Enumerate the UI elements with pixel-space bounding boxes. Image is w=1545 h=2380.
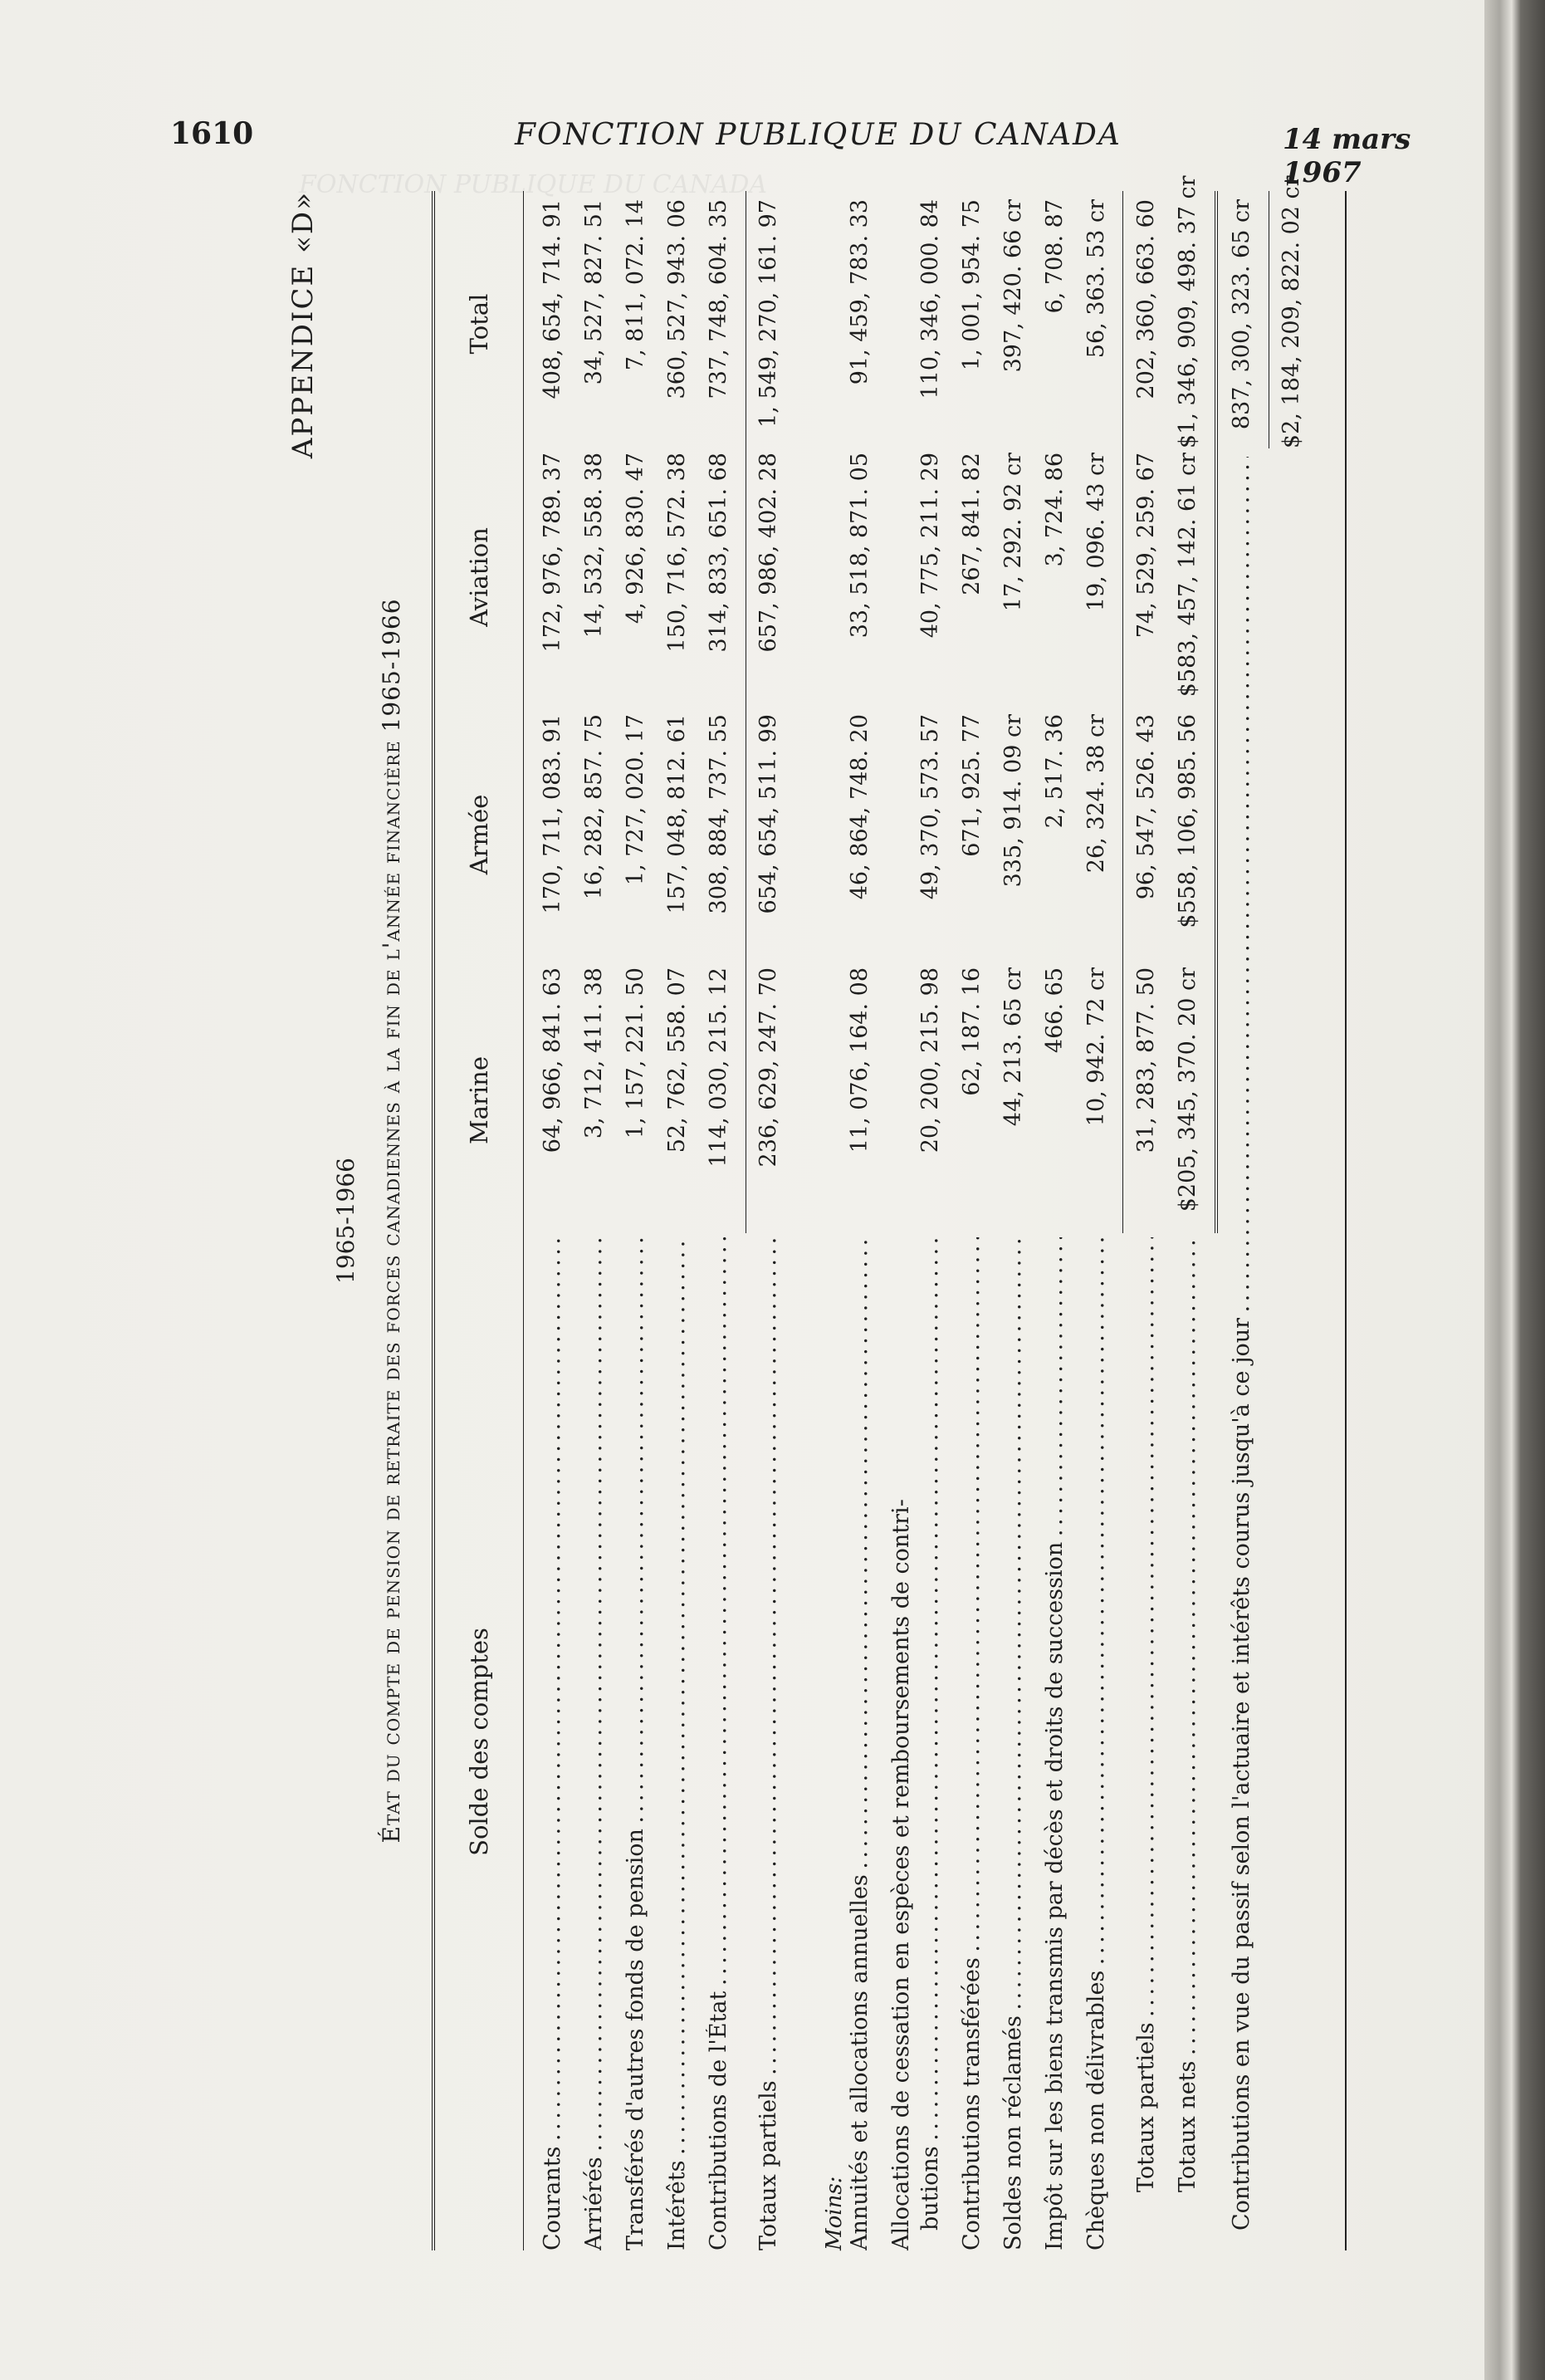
appendix-label: APPENDICE «D» [286,191,320,459]
column-header-armee: Armée [465,794,493,875]
row-label: Impôt sur les biens transmis par décès et droits de succession . . . [1042,1237,1068,2250]
cell-armee: 26, 324. 38 cr [1083,714,1109,874]
row-label: Contributions en vue du passif selon l'actuaire et intérêts courus jusqu'à ce jour . . . [1229,457,1254,2231]
cell-marine: 3, 712, 411. 38 [581,967,607,1139]
cell-armee: 671, 925. 77 [959,714,985,857]
table-row [664,191,697,2250]
cell-total: 1, 001, 954. 75 [959,199,985,371]
row-label: Annuités et allocations annuelles . . . [847,1237,873,2250]
table-row [706,191,739,2250]
column-header-aviation: Aviation [465,527,493,627]
grand-total-row [1279,175,1312,2250]
cell-aviation: 657, 986, 402. 28 [755,453,781,653]
cell-total: 91, 459, 783. 33 [847,199,873,385]
row-label: Totaux partiels . . . [755,1237,781,2250]
table-bottom-rule [1345,191,1347,2250]
table-row [888,191,922,2250]
cell-total: 408, 654, 714. 91 [540,199,565,399]
running-header [0,108,1484,189]
table-row [540,191,573,2250]
subtotal-row [755,191,789,2250]
net-totals-double-rule [1215,191,1218,1233]
cell-marine: 236, 629, 247. 70 [755,967,781,1168]
net-totals-row [1175,175,1208,2250]
cell-marine: 31, 283, 877. 50 [1133,967,1159,1153]
column-header-total: Total [465,293,493,355]
year-heading: 1965-1966 [332,1158,359,1284]
cell-armee: 157, 048, 812. 61 [664,714,690,914]
row-label: Courants . . . [540,1237,565,2250]
column-header-label: Solde des comptes [465,1628,493,1856]
cell-total: 110, 346, 000. 84 [917,199,943,399]
table-row-continued [917,191,951,2250]
cell-total: 202, 360, 663. 60 [1133,199,1159,399]
row-label: Contributions de l'État . . . [706,1237,731,2250]
cell-marine: 11, 076, 164. 08 [847,967,873,1153]
row-label: Allocations de cessation en espèces et remboursements de contri- [888,1499,914,2250]
page-number: 1610 [170,116,254,151]
table-top-rule [432,191,435,2250]
row-label: Totaux nets . . . [1175,1237,1200,2192]
cell-aviation: 40, 775, 211. 29 [917,453,943,639]
cell-armee: 49, 370, 573. 57 [917,714,943,900]
cell-marine: 1, 157, 221. 50 [623,967,648,1139]
cell-marine: 52, 762, 558. 07 [664,967,690,1153]
row-label: Soldes non réclamés . . . [1000,1237,1026,2250]
cell-aviation: 33, 518, 871. 05 [847,453,873,639]
table-row [959,191,992,2250]
cell-armee: 335, 914. 09 cr [1000,714,1026,888]
cell-marine: 20, 200, 215. 98 [917,967,943,1153]
cell-aviation: 19, 096. 43 cr [1083,453,1109,612]
cell-total: 56, 363. 53 cr [1083,199,1109,359]
cell-marine: 466. 65 [1042,967,1068,1054]
statement-title: État du compte de pension de retraite des forces canadiennes à la fin de l'année financière 1965-1966 [378,598,405,1844]
less-subtotal-row [1133,191,1166,2250]
cell-armee: 1, 727, 020. 17 [623,714,648,886]
cell-total: 7, 811, 072. 14 [623,199,648,371]
cell-aviation: 17, 292. 92 cr [1000,453,1026,612]
less-subtotal-rule [1122,191,1123,1233]
cell-armee: 96, 547, 526. 43 [1133,714,1159,900]
cell-armee: 16, 282, 857. 75 [581,714,607,900]
table-row [1000,191,1034,2250]
cell-marine: $205, 345, 370. 20 cr [1175,967,1200,1212]
cell-aviation: 3, 724. 86 [1042,453,1068,567]
row-label-continued: butions . . . [917,1237,943,2231]
cell-armee: 46, 864, 748. 20 [847,714,873,900]
cell-aviation: 150, 716, 572. 38 [664,453,690,653]
cell-total: 397, 420. 66 cr [1000,199,1026,373]
cell-total: 837, 300, 323. 65 cr [1229,199,1254,430]
column-header-marine: Marine [465,1056,493,1144]
cell-marine: 10, 942. 72 cr [1083,967,1109,1127]
row-label: Contributions transférées . . . [959,1237,985,2250]
cell-aviation: 314, 833, 651. 68 [706,453,731,653]
cell-marine: 114, 030, 215. 12 [706,967,731,1168]
cell-armee: 654, 654, 511. 99 [755,714,781,914]
cell-marine: 62, 187. 16 [959,967,985,1096]
cell-marine: 44, 213. 65 cr [1000,967,1026,1127]
actuary-row [1229,191,1262,2250]
issue-date: 14 mars 1967 [1283,123,1411,189]
binding-gutter [1484,0,1545,2380]
cell-aviation: $583, 457, 142. 61 cr [1175,453,1200,698]
table-row [847,191,880,2250]
table-row [1042,191,1075,2250]
row-label: Totaux partiels . . . [1133,1237,1159,2192]
cell-aviation: 4, 926, 830. 47 [623,453,648,624]
table-row [623,191,656,2250]
row-label: Chèques non délivrables . . . [1083,1237,1109,2250]
cell-armee: 308, 884, 737. 55 [706,714,731,914]
header-rule [523,191,524,2250]
less-heading: Moins: [822,2176,847,2250]
cell-armee: $558, 106, 985. 56 [1175,714,1200,928]
journal-title: FONCTION PUBLIQUE DU CANADA [515,118,1122,152]
cell-aviation: 267, 841. 82 [959,453,985,595]
cell-armee: 170, 711, 083. 91 [540,714,565,914]
table-row [581,191,614,2250]
cell-aviation: 14, 532, 558. 38 [581,453,607,639]
cell-armee: 2, 517. 36 [1042,714,1068,829]
cell-total: 737, 748, 604. 35 [706,199,731,399]
cell-total: 360, 527, 943. 06 [664,199,690,399]
cell-total: 6, 708. 87 [1042,199,1068,314]
row-label: Arriérés . . . [581,1237,607,2250]
cell-aviation: 172, 976, 789. 37 [540,453,565,653]
table-row [1083,191,1117,2250]
cell-total: $1, 346, 909, 498. 37 cr [1175,175,1200,448]
cell-marine: 64, 966, 841. 63 [540,967,565,1153]
cell-total: 1, 549, 270, 161. 97 [755,199,781,428]
cell-aviation: 74, 529, 259. 67 [1133,453,1159,639]
row-label: Intérêts . . . [664,1237,690,2250]
bleed-through-text: FONCTION PUBLIQUE DU CANADA [299,170,768,199]
row-label: Transférés d'autres fonds de pension . . . [623,1237,648,2250]
cell-total: 34, 527, 827. 51 [581,199,607,385]
cell-total: $2, 184, 209, 822. 02 cr [1279,175,1304,448]
